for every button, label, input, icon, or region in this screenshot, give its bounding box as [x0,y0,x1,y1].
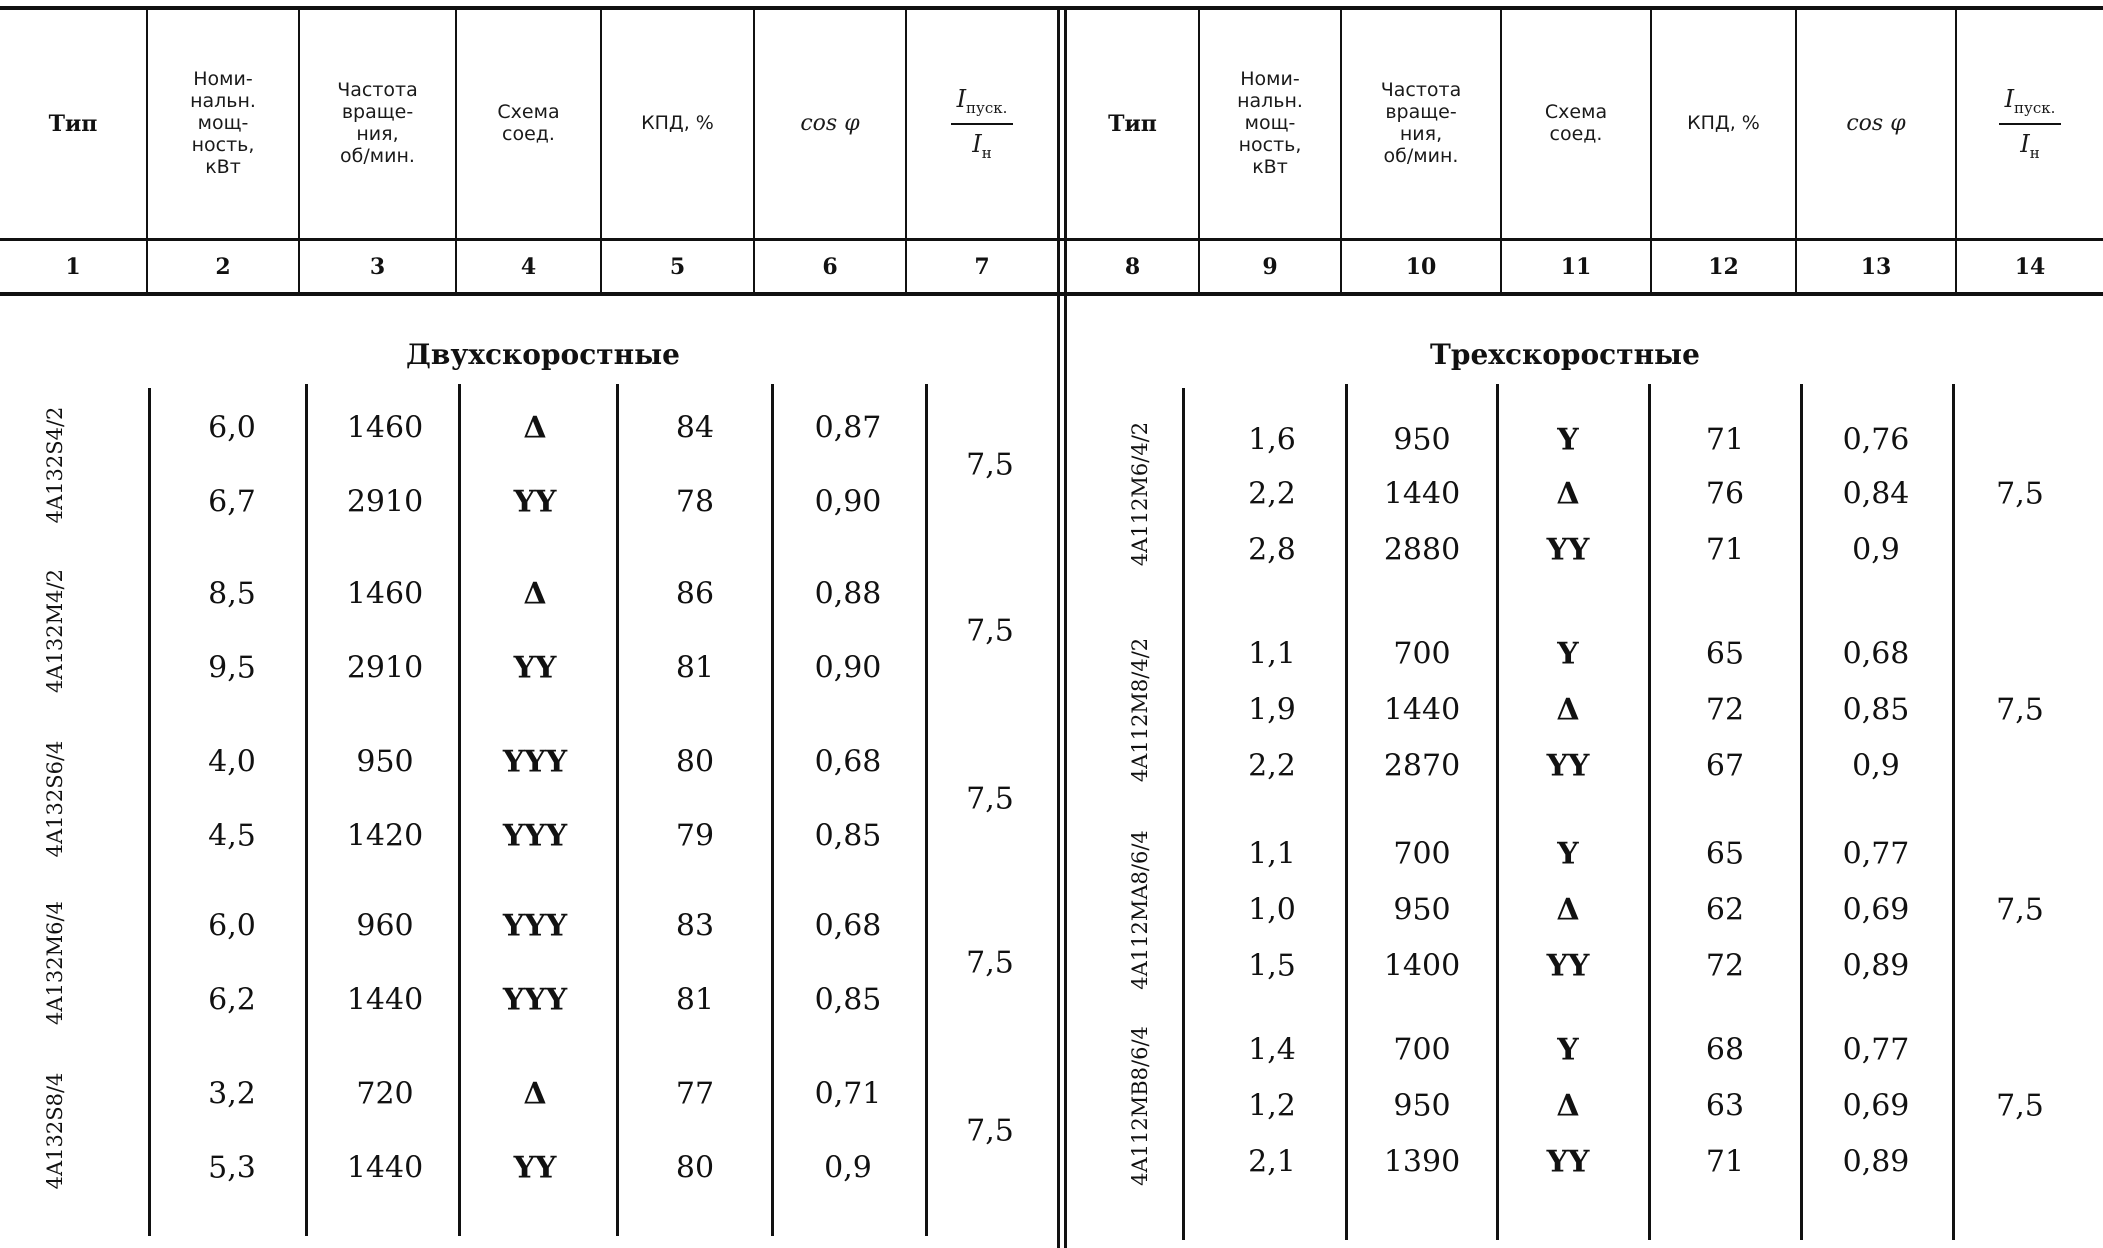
efficiency: 71 [1705,1144,1745,1180]
power-factor: 0,77 [1842,1032,1910,1068]
efficiency: 86 [675,576,715,612]
starting-current-ratio: 7,5 [966,945,1014,981]
power-factor: 0,68 [1842,636,1910,672]
power-factor: 0,77 [1842,836,1910,872]
power-factor: 0,9 [1852,748,1900,784]
column-number-10: 10 [1405,254,1437,280]
connection-scheme: YYY [502,982,568,1018]
motor-type-label: 4A132S8/4 [43,1072,67,1190]
connection-scheme: YY [513,1150,557,1186]
column-number-7: 7 [974,254,990,280]
vrule-center-a [1057,10,1060,1248]
rated-power: 1,0 [1248,892,1296,928]
vrule-b9 [1345,384,1348,1240]
efficiency: 80 [675,1150,715,1186]
vrule-b1 [148,388,151,1236]
rotation-speed: 720 [356,1076,414,1112]
motor-type-label: 4A112MA8/6/4 [1128,830,1152,990]
rotation-speed: 1440 [346,1150,424,1186]
efficiency: 68 [1705,1032,1745,1068]
power-factor: 0,69 [1842,1088,1910,1124]
rated-power: 2,2 [1248,748,1296,784]
column-number-1: 1 [65,254,81,280]
column-number-14: 14 [2014,254,2046,280]
connection-scheme: YY [513,650,557,686]
rotation-speed: 960 [356,908,414,944]
power-factor: 0,85 [1842,692,1910,728]
vrule-b8 [1182,388,1185,1240]
rated-power: 9,5 [208,650,256,686]
vrule-b12 [1800,384,1803,1240]
connection-scheme: YY [1546,1144,1590,1180]
rotation-speed: 950 [1393,422,1451,458]
header-cell-col-12: КПД, % [1687,112,1760,135]
column-number-5: 5 [669,254,686,280]
header-cell-col-5: КПД, % [641,112,714,135]
connection-scheme: Δ [523,1076,547,1112]
rule-header-bottom [0,238,2103,241]
column-number-3: 3 [369,254,386,280]
header-cell-col-14-ratio [1957,12,2103,236]
connection-scheme: Y [1557,422,1579,458]
starting-current-ratio: 7,5 [1996,692,2044,728]
power-factor: 0,90 [814,484,882,520]
vrule-b10 [1496,384,1499,1240]
connection-scheme: Y [1557,636,1579,672]
rotation-speed: 1440 [346,982,424,1018]
motor-type-label: 4A112M8/4/2 [1128,637,1152,783]
starting-current-ratio: 7,5 [1996,892,2044,928]
efficiency: 65 [1705,636,1745,672]
vrule-b2 [305,384,308,1236]
efficiency: 79 [675,818,715,854]
motor-type-label: 4A132S6/4 [43,740,67,858]
column-number-6: 6 [822,254,838,280]
rotation-speed: 2880 [1383,532,1461,568]
ratio-denominator [2020,125,2039,162]
header-cell-col-1: Тип [48,111,98,137]
rotation-speed: 2910 [346,650,424,686]
section-title-three-speed: Трехскоростные [1430,338,1700,371]
efficiency: 72 [1705,692,1745,728]
rotation-speed: 700 [1393,1032,1451,1068]
ratio-denominator [972,125,991,162]
ratio-numerator [951,86,1014,125]
vrule-b3 [458,384,461,1236]
efficiency: 83 [675,908,715,944]
power-factor: 0,88 [814,576,882,612]
header-cell-col-10: Частота враще- ния, об/мин. [1380,79,1462,167]
connection-scheme: Δ [1556,892,1580,928]
efficiency: 81 [675,982,715,1018]
connection-scheme: Y [1557,836,1579,872]
column-number-9: 9 [1262,254,1278,280]
connection-scheme: Δ [1556,692,1580,728]
starting-current-ratio: 7,5 [966,1113,1014,1149]
rated-power: 1,5 [1248,948,1296,984]
ratio-numerator-symbol: I [956,84,967,113]
power-factor: 0,85 [814,818,882,854]
rated-power: 6,7 [208,484,256,520]
efficiency: 76 [1705,476,1745,512]
ratio-denominator-subscript: н [981,143,992,162]
rule-top [0,6,2103,10]
rated-power: 1,9 [1248,692,1296,728]
efficiency: 71 [1705,422,1745,458]
connection-scheme: YY [1546,748,1590,784]
power-factor: 0,69 [1842,892,1910,928]
rotation-speed: 1390 [1383,1144,1461,1180]
rated-power: 2,8 [1248,532,1296,568]
connection-scheme: YYY [502,908,568,944]
column-number-2: 2 [215,254,231,280]
power-factor: 0,87 [814,410,882,446]
rated-power: 1,2 [1248,1088,1296,1124]
efficiency: 65 [1705,836,1745,872]
rotation-speed: 2870 [1383,748,1461,784]
efficiency: 84 [675,410,715,446]
connection-scheme: Δ [1556,1088,1580,1124]
starting-current-ratio: 7,5 [966,781,1014,817]
connection-scheme: Δ [523,576,547,612]
connection-scheme: Y [1557,1032,1579,1068]
ratio-numerator-subscript: пуск. [966,98,1008,117]
rated-power: 1,1 [1248,636,1296,672]
header-cell-col-8: Тип [1108,111,1157,137]
power-factor: 0,71 [814,1076,882,1112]
rotation-speed: 700 [1393,836,1451,872]
column-number-8: 8 [1124,254,1141,280]
vrule-b4 [616,384,619,1236]
rated-power: 1,4 [1248,1032,1296,1068]
rotation-speed: 1400 [1383,948,1461,984]
power-factor: 0,68 [814,908,882,944]
rotation-speed: 1440 [1383,476,1461,512]
vrule-b6 [925,384,928,1236]
ratio-denominator-symbol: I [972,130,982,158]
connection-scheme: YYY [502,744,568,780]
power-factor: 0,89 [1842,1144,1910,1180]
column-number-13: 13 [1860,254,1892,280]
rated-power: 6,2 [208,982,256,1018]
header-cell-col-3: Частота враще- ния, об/мин. [337,79,418,167]
power-factor: 0,84 [1842,476,1910,512]
power-factor: 0,90 [814,650,882,686]
rated-power: 6,0 [208,410,256,446]
starting-current-ratio: 7,5 [1996,1088,2044,1124]
rotation-speed: 950 [1393,892,1451,928]
efficiency: 77 [675,1076,715,1112]
header-cell-col-4: Схема соед. [497,101,560,145]
header-cell-col-2: Номи- нальн. мощ- ность, кВт [190,68,256,178]
motor-type-label: 4A132M6/4 [43,901,67,1025]
efficiency: 67 [1705,748,1745,784]
rated-power: 3,2 [208,1076,256,1112]
rated-power: 2,2 [1248,476,1296,512]
rule-numbers-bottom [0,292,2103,296]
ratio-denominator-subscript: н [2029,143,2040,162]
column-number-4: 4 [520,254,537,280]
motor-type-label: 4A132M4/2 [43,569,67,693]
power-factor: 0,85 [814,982,882,1018]
rated-power: 5,3 [208,1150,256,1186]
ratio-numerator-symbol: I [2004,84,2015,113]
starting-current-ratio: 7,5 [1996,476,2044,512]
vrule-b13 [1952,384,1955,1240]
header-cell-col-13: cos φ [1846,111,1906,137]
power-factor: 0,9 [1852,532,1900,568]
ratio-numerator [1999,86,2062,125]
efficiency: 63 [1705,1088,1745,1124]
connection-scheme: YY [1546,532,1590,568]
connection-scheme: YYY [502,818,568,854]
power-factor: 0,68 [814,744,882,780]
rotation-speed: 950 [356,744,414,780]
rotation-speed: 700 [1393,636,1451,672]
motor-type-label: 4A132S4/2 [43,406,67,524]
header-cell-col-11: Схема соед. [1544,101,1608,145]
rated-power: 1,1 [1248,836,1296,872]
ratio-numerator-subscript: пуск. [2014,98,2056,117]
starting-current-ratio: 7,5 [966,447,1014,483]
rotation-speed: 2910 [346,484,424,520]
section-title-two-speed: Двухскоростные [406,338,680,371]
column-number-12: 12 [1708,254,1739,280]
connection-scheme: YY [513,484,557,520]
efficiency: 71 [1705,532,1745,568]
rated-power: 1,6 [1248,422,1296,458]
rated-power: 2,1 [1248,1144,1296,1180]
efficiency: 62 [1705,892,1745,928]
rated-power: 4,0 [208,744,256,780]
rated-power: 8,5 [208,576,256,612]
connection-scheme: YY [1546,948,1590,984]
starting-current-ratio: 7,5 [966,613,1014,649]
rotation-speed: 1440 [1383,692,1461,728]
efficiency: 80 [675,744,715,780]
motor-type-label: 4A112M6/4/2 [1128,421,1152,567]
rated-power: 4,5 [208,818,256,854]
efficiency: 72 [1705,948,1745,984]
power-factor: 0,9 [824,1150,872,1186]
rotation-speed: 950 [1393,1088,1451,1124]
connection-scheme: Δ [523,410,547,446]
power-factor: 0,89 [1842,948,1910,984]
header-cell-col-7-ratio [907,12,1057,236]
rotation-speed: 1460 [346,576,424,612]
rotation-speed: 1460 [346,410,424,446]
efficiency: 81 [675,650,715,686]
connection-scheme: Δ [1556,476,1580,512]
vrule-b5 [771,384,774,1236]
ratio-denominator-symbol: I [2020,130,2030,158]
motor-type-label: 4A112MB8/6/4 [1128,1026,1152,1186]
column-number-11: 11 [1560,254,1592,280]
rated-power: 6,0 [208,908,256,944]
rotation-speed: 1420 [346,818,424,854]
power-factor: 0,76 [1842,422,1910,458]
efficiency: 78 [675,484,715,520]
vrule-b11 [1648,384,1651,1240]
header-cell-col-6: cos φ [800,111,860,137]
header-cell-col-9: Номи- нальн. мощ- ность, кВт [1237,68,1303,178]
